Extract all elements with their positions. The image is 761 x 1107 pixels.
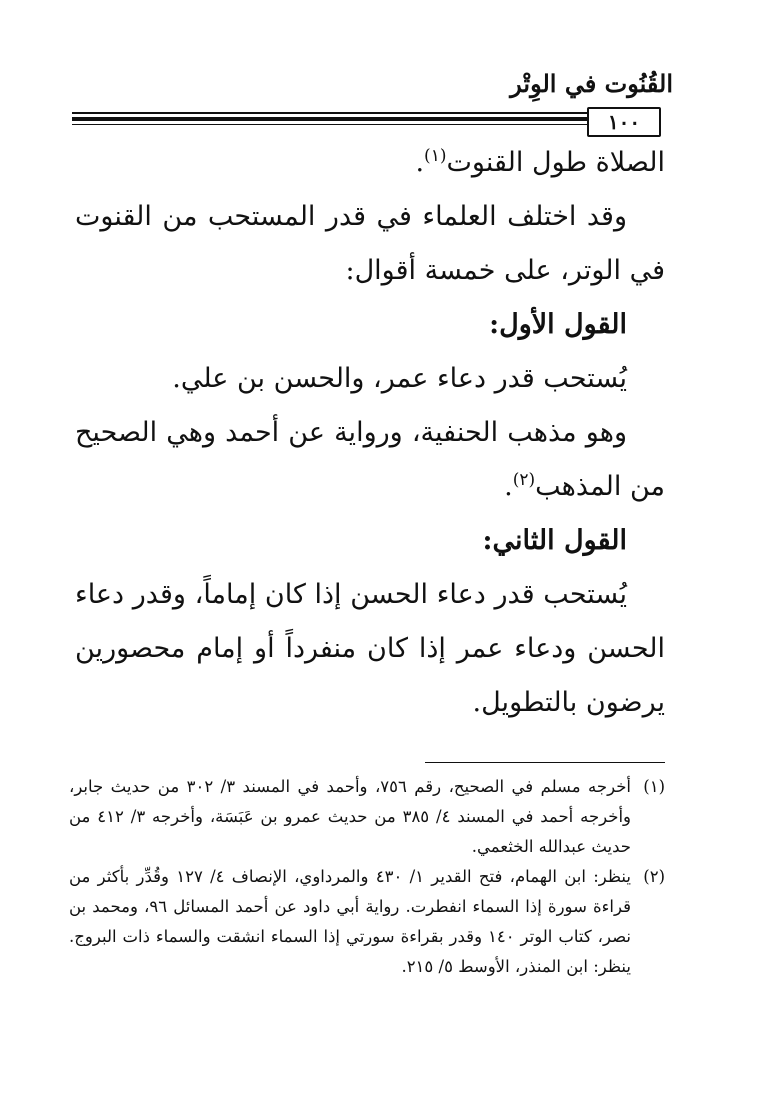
footnote-1-number: (١) [643,777,665,796]
page-number: ١٠٠ [587,107,661,137]
paragraph-4-end: . [504,471,513,502]
footnote-separator [425,762,665,763]
paragraph-2: وقد اختلف العلماء في قدر المستحب من القنوت في الوتر، على خمسة أقوال: [75,201,665,286]
paragraph-3: يُستحب قدر دعاء عمر، والحسن بن علي. [172,363,627,394]
main-text [75,136,665,730]
paragraph-1-text: الصلاة طول القنوت [446,147,665,178]
footnote-2-number: (٢) [643,867,665,886]
header-rule-bottom [72,124,587,125]
header-rule-thin [72,112,587,114]
paragraph-1-end: . [415,147,425,178]
footnote-1 [69,772,665,862]
footnote-1-text: أخرجه مسلم في الصحيح، رقم ٧٥٦، وأحمد في المسند ٣/ ٣٠٢ من حديث جابر، وأخرجه أحمد في المسند ٤/ ٣٨٥ من حديث عمرو بن عَبَسَة، وأخرجه ٣/ ٤١٢ من حديث عبدالله الخثعمي. [69,777,632,856]
running-title: القُنُوت في الوِتْر [510,69,673,98]
footnote-2-text: ينظر: ابن الهمام، فتح القدير ١/ ٤٣٠ والمرداوي، الإنصاف ٤/ ١٢٧ وقُدِّر بأكثر من قراءة سورة إذا السماء انفطرت. رواية أبي داود عن أحمد المسائل ٩٦، ومحمد بن نصر، كتاب الوتر ١٤٠ وقدر بقراءة سورتي إذا السماء انشقت والسماء ذات البروج. ينظر: ابن المنذر، الأوسط ٥/ ٢١٥. [69,867,631,976]
footnote-ref-2: (٢) [512,470,536,490]
heading-first-opinion: القول الأول: [489,309,627,340]
paragraph-5: يُستحب قدر دعاء الحسن إذا كان إماماً، وقدر دعاء الحسن ودعاء عمر إذا كان منفرداً أو إمام محصورين يرضون بالتطويل. [75,579,665,718]
header-rule-thick [72,117,587,121]
paragraph-4-text: وهو مذهب الحنفية، ورواية عن أحمد وهي الصحيح من المذهب [75,417,665,502]
footnote-2 [69,862,665,982]
paragraph-1 [75,136,665,190]
paragraph-4 [75,406,665,514]
heading-second-opinion: القول الثاني: [482,525,627,556]
footnote-ref-1: (١) [424,146,447,166]
footnotes [69,772,665,982]
